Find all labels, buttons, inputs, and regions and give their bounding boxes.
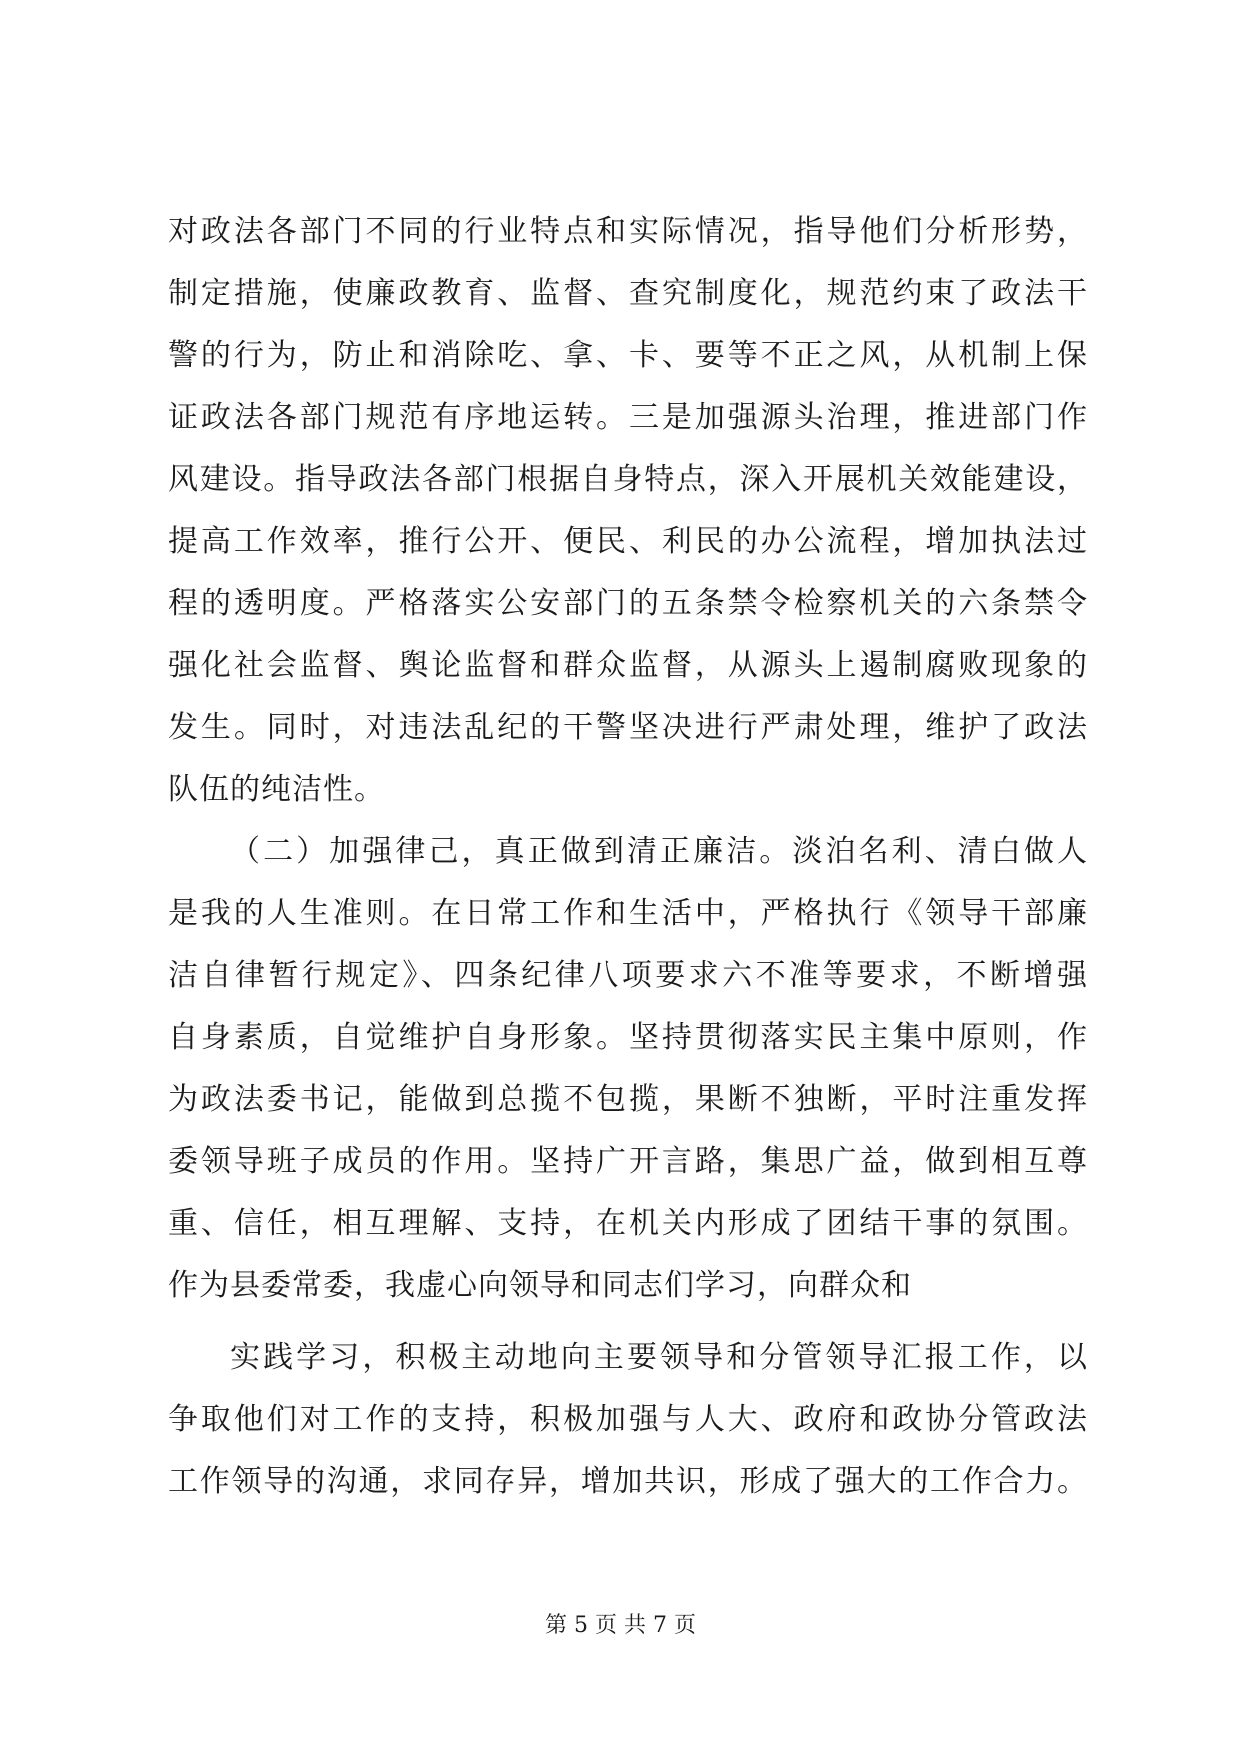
text-line: 为政法委书记，能做到总揽不包揽，果断不独断，平时注重发挥 (168, 1082, 1088, 1117)
text-line: 队伍的纯洁性。 (168, 772, 385, 807)
text-line: 作为县委常委，我虚心向领导和同志们学习，向群众和 (168, 1268, 912, 1303)
text-line: 洁自律暂行规定》、四条纪律八项要求六不准等要求，不断增强 (168, 958, 1088, 993)
page-number-footer: 第 5 页 共 7 页 (545, 1613, 696, 1638)
text-line: 自身素质，自觉维护自身形象。坚持贯彻落实民主集中原则，作 (168, 1020, 1088, 1055)
paragraph-3 (168, 1327, 1088, 1513)
text-line: 对政法各部门不同的行业特点和实际情况，指导他们分析形势， (168, 214, 1088, 249)
paragraph-2 (168, 821, 1088, 1317)
text-line: 制定措施，使廉政教育、监督、查究制度化，规范约束了政法干 (168, 276, 1088, 311)
paragraph-gap (168, 1317, 1088, 1327)
text-line: 是我的人生准则。在日常工作和生活中，严格执行《领导干部廉 (168, 896, 1088, 931)
text-line: 警的行为，防止和消除吃、拿、卡、要等不正之风，从机制上保 (168, 338, 1088, 373)
text-line: 风建设。指导政法各部门根据自身特点，深入开展机关效能建设， (168, 462, 1088, 497)
paragraph-1 (168, 201, 1088, 821)
text-line: （二）加强律己，真正做到清正廉洁。淡泊名利、清白做人 (230, 834, 1088, 869)
text-line: 证政法各部门规范有序地运转。三是加强源头治理，推进部门作 (168, 400, 1088, 435)
document-body (168, 201, 1088, 1513)
text-line: 委领导班子成员的作用。坚持广开言路，集思广益，做到相互尊 (168, 1144, 1088, 1179)
text-line: 争取他们对工作的支持，积极加强与人大、政府和政协分管政法 (168, 1402, 1088, 1437)
text-line: 强化社会监督、舆论监督和群众监督，从源头上遏制腐败现象的 (168, 648, 1088, 683)
text-line: 发生。同时，对违法乱纪的干警坚决进行严肃处理，维护了政法 (168, 710, 1088, 745)
text-line: 提高工作效率，推行公开、便民、利民的办公流程，增加执法过 (168, 524, 1088, 559)
text-line: 工作领导的沟通，求同存异，增加共识，形成了强大的工作合力。 (168, 1464, 1088, 1499)
text-line: 重、信任，相互理解、支持，在机关内形成了团结干事的氛围。 (168, 1206, 1088, 1241)
text-line: 实践学习，积极主动地向主要领导和分管领导汇报工作，以 (230, 1340, 1088, 1375)
text-line: 程的透明度。严格落实公安部门的五条禁令检察机关的六条禁令 (168, 586, 1088, 621)
